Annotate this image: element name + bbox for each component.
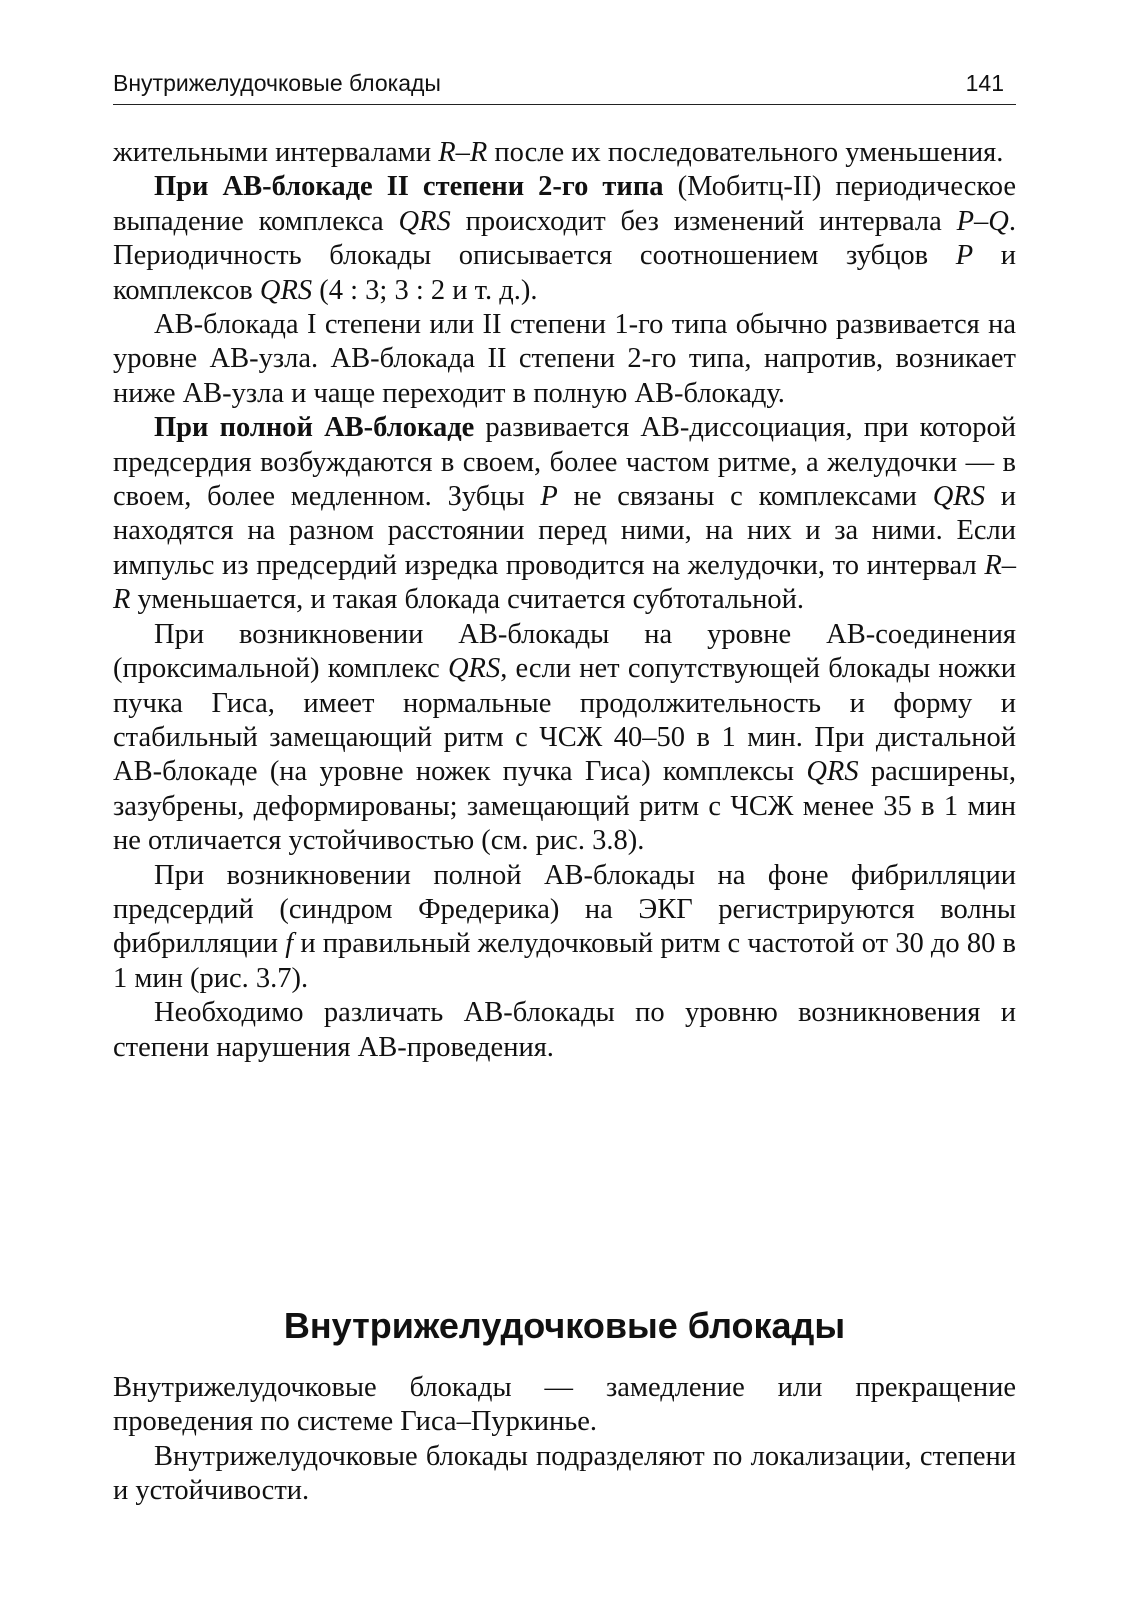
qrs-term: QRS	[398, 205, 451, 237]
bold-lead-term: При АВ-блокаде II степени 2-го типа	[154, 171, 664, 203]
running-header	[113, 64, 1016, 105]
text-run: При возникновении АВ-блокады на уровне АВ-соединения (проксимальной) комплекс	[113, 618, 1016, 685]
qrs-term: QRS	[259, 274, 313, 306]
qrs-term: QRS	[806, 756, 859, 788]
paragraph-complete-block	[113, 411, 1016, 617]
text-run: и комплексов	[113, 240, 1016, 306]
text-run: жительными интервалами	[113, 137, 439, 168]
section-paragraph-classification: Внутрижелудочковые блокады подразделяют по локализации, степени и устойчивости.	[113, 1440, 1016, 1507]
f-wave-term: f	[285, 928, 294, 960]
paragraph-frederick-syndrome	[113, 859, 1016, 997]
paragraph-proximal-distal	[113, 618, 1016, 859]
text-run: происходит без изменений интервала	[450, 205, 957, 237]
paragraph-block-levels: АВ-блокада I степени или II степени 1-го типа обычно развивается на уровне АВ-узла. АВ-блокада II степени 2-го типа, напротив, возникает ниже АВ-узла и чаще переходит в полную АВ-блокаду.	[113, 309, 1016, 409]
section-text	[113, 1371, 1016, 1509]
text-run: расширены, зазубрены, деформированы; замещающий ритм с ЧСЖ менее 35 в 1 мин не отличается устойчивостью (см. рис. 3.8).	[113, 756, 1017, 857]
text-run: , если нет сопутствующей блокады ножки пучка Гиса, имеет нормальные продолжительность и форму и стабильный замещающий ритм с ЧСЖ 40–50 в 1 мин. При дистальной АВ-блокаде (на уровне ножек пучка Гиса) комплексы	[113, 653, 1016, 788]
text-run: после их последовательного уменьшения.	[487, 137, 1004, 168]
p-wave-term: P	[955, 240, 974, 272]
running-title: Внутрижелудочковые блокады	[113, 70, 441, 96]
text-run: (Мобитц-II) периодическое выпадение комплекса	[113, 171, 1016, 237]
page-number: 141	[965, 70, 1004, 96]
text-run: (4 : 3; 3 : 2 и т. д.).	[312, 274, 538, 306]
text-run: не связаны с комплексами	[557, 481, 933, 513]
section-paragraph-definition: Внутрижелудочковые блокады — замедление или прекращение проведения по системе Гиса–Пуркинье.	[113, 1372, 1016, 1438]
bold-lead-term: При полной АВ-блокаде	[154, 412, 475, 444]
paragraph-distinguish: Необходимо различать АВ-блокады по уровню возникновения и степени нарушения АВ-проведения.	[113, 997, 1016, 1063]
rr-interval-term: R–R	[113, 549, 1016, 616]
paragraph-continuation	[113, 136, 1016, 170]
body-text	[113, 136, 1016, 1065]
p-wave-term: P	[540, 481, 558, 513]
text-run: и правильный желудочковый ритм с частотой от 30 до 80 в 1 мин (рис. 3.7).	[113, 928, 1016, 994]
text-run: развивается АВ-диссоциация, при которой предсердия возбуждаются в своем, более частом ритме, а желудочки — в своем, более медленном. Зубцы	[113, 412, 1016, 513]
section-heading: Внутрижелудочковые блокады	[283, 1305, 846, 1346]
text-run: . Периодичность блокады описывается соотношением зубцов	[113, 205, 1016, 272]
qrs-term: QRS	[447, 653, 501, 685]
text-run: уменьшается, и такая блокада считается субтотальной.	[130, 584, 804, 616]
paragraph-mobitz-ii	[113, 170, 1016, 308]
rr-interval-term: R–R	[438, 137, 488, 168]
text-run: При возникновении полной АВ-блокады на фоне фибрилляции предсердий (синдром Фредерика) на ЭКГ регистрируются волны фибрилляции	[113, 859, 1016, 960]
text-run: и находятся на разном расстоянии перед ними, на них и за ними. Если импульс из предсердий изредка проводится на желудочки, то интервал	[113, 481, 1016, 581]
qrs-term: QRS	[932, 481, 985, 513]
pq-interval-term: P–Q	[956, 205, 1009, 237]
